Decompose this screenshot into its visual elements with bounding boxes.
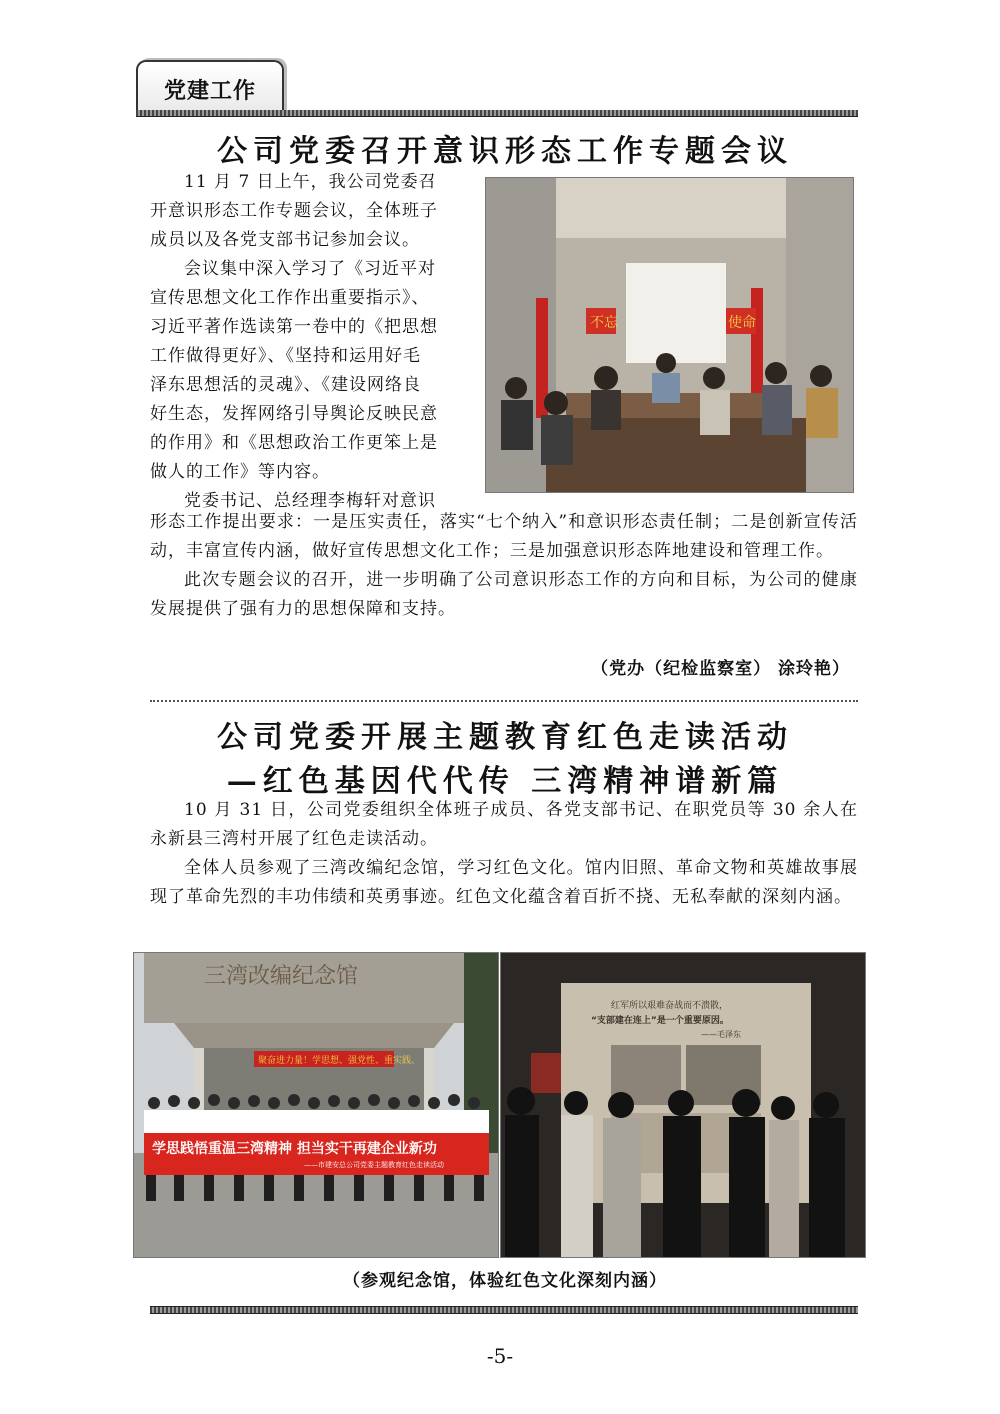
article1-fullwidth (150, 508, 858, 624)
wall-quote-line2: “支部建在连上”是一个重要原因。 (591, 1016, 729, 1026)
article2-subtitle: —红色基因代代传 三湾精神谱新篇 (226, 764, 784, 799)
article2-p1: 10 月 31 日，公司党委组织全体班子成员、各党支部书记、在职党员等 30 余人在永新县三湾村开展了红色走读活动。 (150, 800, 858, 849)
article1-p3-first-line: 党委书记、总经理李梅轩对意识 (184, 491, 436, 511)
red-slogan-sign: 聚奋进力量！学思想、强党性、重实践、 (258, 1056, 421, 1066)
article1-p1 (150, 168, 472, 255)
article1-title: 公司党委召开意识形态工作专题会议 (217, 134, 793, 169)
article1-p2-line: 宣传思想文化工作作出重要指示》、 (150, 288, 430, 308)
wall-quote-line1: 红军所以艰难奋战而不溃散， (611, 1001, 729, 1011)
article2-body (150, 796, 858, 912)
article1-column (150, 168, 472, 516)
group-photo-art (134, 953, 498, 1257)
article1-p2-line: 工作做得更好》、《坚持和运用好毛 (150, 346, 421, 366)
meeting-photo (485, 177, 854, 493)
article1-p1-line: 11 月 7 日上午，我公司党委召 (184, 172, 437, 192)
article1-p2-line: 好生态，发挥网络引导舆论反映民意 (150, 404, 438, 424)
section-divider (150, 700, 858, 702)
meeting-banner-right: 使命 (728, 315, 756, 331)
group-photo (133, 952, 499, 1258)
section-tab-label: 党建工作 (163, 79, 256, 104)
article2-title: 公司党委开展主题教育红色走读活动 (217, 720, 793, 755)
exhibition-photo-art (501, 953, 865, 1257)
photo-caption: （参观纪念馆，体验红色文化深刻内涵） (343, 1271, 667, 1291)
article1-p2-line: 泽东思想活的灵魂》、《建设网络良 (150, 375, 421, 395)
article1-p1-line: 开意识形态工作专题会议，全体班子 (150, 201, 438, 221)
header-rule (136, 110, 858, 117)
article1-p2 (150, 255, 472, 487)
article1-p2-line: 做人的工作》等内容。 (150, 462, 330, 482)
article1-p2-line: 习近平著作选读第一卷中的《把思想 (150, 317, 438, 337)
meeting-banner-left: 不忘 (590, 315, 618, 331)
article1-p2-line: 的作用》和《思想政治工作更笨上是 (150, 433, 438, 453)
exhibition-photo (500, 952, 866, 1258)
article1-p3-rest: 形态工作提出要求：一是压实责任，落实“七个纳入”和意识形态责任制；二是创新宣传活动，丰富宣传内涵，做好宣传思想文化工作；三是加强意识形态阵地建设和管理工作。 (150, 512, 858, 561)
article2-p2: 全体人员参观了三湾改编纪念馆，学习红色文化。馆内旧照、革命文物和英雄故事展现了革命先烈的丰功伟绩和英勇事迹。红色文化蕴含着百折不挠、无私奉献的深刻内涵。 (150, 858, 858, 907)
footer-rule (150, 1306, 858, 1314)
article1-p2-line: 会议集中深入学习了《习近平对 (184, 259, 436, 279)
page-number: -5- (486, 1344, 514, 1368)
wall-quote-line3: ——毛泽东 (701, 1030, 741, 1039)
article1-byline: （党办（纪检监察室） 涂玲艳） (591, 659, 850, 679)
section-tab (136, 60, 284, 114)
article1-p1-line: 成员以及各党支部书记参加会议。 (150, 230, 420, 250)
memorial-hall-sign: 三湾改编纪念馆 (204, 964, 359, 989)
group-banner-text: 学思践悟重温三湾精神 担当实干再建企业新功 (152, 1141, 437, 1157)
article1-p4: 此次专题会议的召开，进一步明确了公司意识形态工作的方向和目标，为公司的健康发展提供了强有力的思想保障和支持。 (150, 570, 858, 619)
group-banner-subtext: ——市建安总公司党委主题教育红色走读活动 (304, 1161, 444, 1169)
meeting-photo-art (486, 178, 853, 492)
